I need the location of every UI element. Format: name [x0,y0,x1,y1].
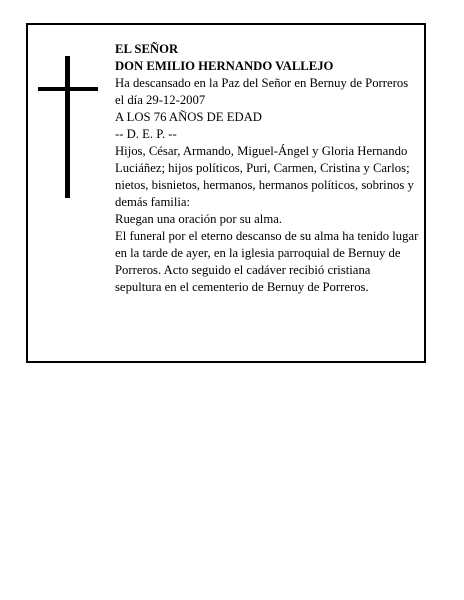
obituary-text [115,41,420,296]
funeral-details: El funeral por el eterno descanso de su alma ha tenido lugar en la tarde de ayer, en la iglesia parroquial de Bernuy de Porreros. Acto seguido el cadáver recibió cristiana sepultura en el cementerio de Bernuy de Porreros. [115,229,419,294]
cross-vertical-bar [65,56,70,198]
deceased-name: DON EMILIO HERNANDO VALLEJO [115,59,334,73]
age-line: A LOS 76 AÑOS DE EDAD [115,110,262,124]
family-members: Hijos, César, Armando, Miguel-Ángel y Gloria Hernando Luciáñez; hijos políticos, Puri, Carmen, Cristina y Carlos; nietos, bisnietos, hermanos, hermanos políticos, sobrinos y demás familia: [115,144,414,209]
cross-horizontal-bar [38,87,98,91]
death-notice: Ha descansado en la Paz del Señor en Bernuy de Porreros el día 29-12-2007 [115,76,409,107]
prayer-request: Ruegan una oración por su alma. [115,212,283,226]
heading-title: EL SEÑOR [115,42,179,56]
cross-icon [38,56,98,198]
obituary-notice [26,23,426,363]
rip-line: -- D. E. P. -- [115,127,177,141]
